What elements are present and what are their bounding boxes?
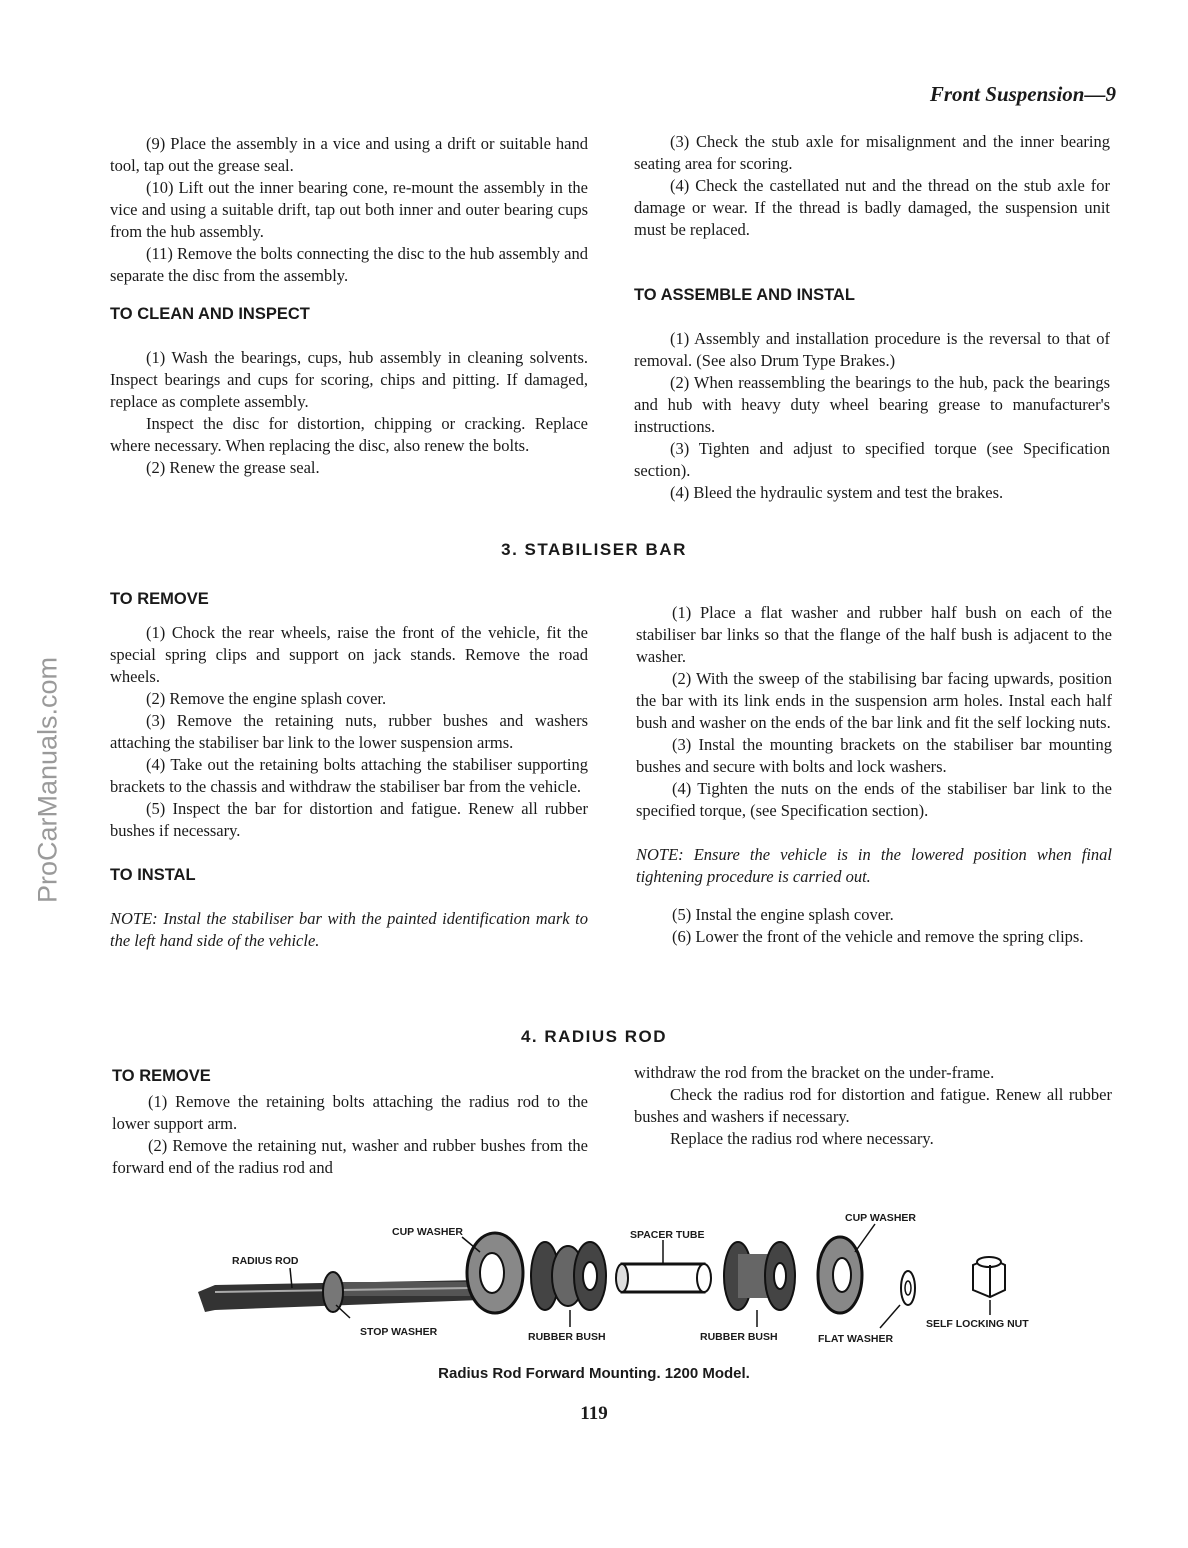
cup-washer-part [818, 1237, 862, 1313]
paragraph: (3) Check the stub axle for misalignment and the inner bearing seating area for scoring. [634, 132, 1110, 173]
stop-washer-part [323, 1272, 343, 1312]
paragraph: (2) Renew the grease seal. [146, 458, 320, 477]
label-radius-rod: RADIUS ROD [232, 1255, 299, 1267]
flat-washer-part [901, 1271, 915, 1305]
paragraph: (5) Inspect the bar for distortion and fatigue. Renew all rubber bushes if necessary. [110, 799, 588, 840]
note-paragraph: NOTE: Instal the stabiliser bar with the painted identification mark to the left hand side of the vehicle. [110, 909, 588, 950]
rubber-bush-part [724, 1242, 795, 1310]
page-number: 119 [580, 1403, 608, 1424]
cup-washer-part [467, 1233, 523, 1313]
paragraph: (1) Place a flat washer and rubber half bush on each of the stabiliser bar links so that the flange of the half bush is adjacent to the washer. [636, 603, 1112, 666]
paragraph: (9) Place the assembly in a vice and using a drift or suitable hand tool, tap out the grease seal. [110, 134, 588, 175]
note-paragraph: NOTE: Ensure the vehicle is in the lowered position when final tightening procedure is carried out. [636, 845, 1112, 886]
paragraph: (4) Tighten the nuts on the ends of the stabiliser bar link to the specified torque, (see Specification section). [636, 779, 1112, 820]
section-title-radius-rod: 4. RADIUS ROD [520, 1027, 668, 1046]
paragraph: (11) Remove the bolts connecting the disc to the hub assembly and separate the disc from the assembly. [110, 244, 588, 285]
paragraph: (3) Remove the retaining nuts, rubber bushes and washers attaching the stabiliser bar link to the lower suspension arms. [110, 711, 588, 752]
paragraph: (4) Check the castellated nut and the thread on the stub axle for damage or wear. If the thread is badly damaged, the suspension unit must be replaced. [634, 176, 1110, 239]
figure-caption: Radius Rod Forward Mounting. 1200 Model. [438, 1365, 750, 1382]
label-rubber-bush: RUBBER BUSH [700, 1331, 778, 1343]
spacer-tube-part [616, 1264, 711, 1292]
self-locking-nut-part [973, 1257, 1005, 1297]
paragraph: Replace the radius rod where necessary. [670, 1129, 934, 1148]
paragraph: Inspect the disc for distortion, chipping or cracking. Replace where necessary. When replacing the disc, also renew the bolts. [110, 414, 588, 455]
paragraph: (5) Instal the engine splash cover. [672, 905, 894, 924]
stabiliser-right-column [636, 602, 1112, 948]
stabiliser-left-column [110, 588, 588, 952]
radius-rod-right-column [634, 1062, 1112, 1150]
top-left-column [110, 133, 588, 479]
watermark: ProCarManuals.com [32, 656, 63, 904]
paragraph: withdraw the rod from the bracket on the under-frame. [634, 1063, 995, 1082]
section-heading: TO ASSEMBLE AND INSTAL [634, 286, 855, 304]
label-spacer-tube: SPACER TUBE [630, 1229, 705, 1241]
label-rubber-bush: RUBBER BUSH [528, 1331, 606, 1343]
radius-rod-left-column [112, 1065, 588, 1179]
paragraph: (1) Chock the rear wheels, raise the front of the vehicle, fit the special spring clips and support on jack stands. Remove the road wheels. [110, 623, 588, 686]
label-cup-washer: CUP WASHER [845, 1212, 916, 1224]
paragraph: (4) Bleed the hydraulic system and test the brakes. [670, 483, 1004, 502]
paragraph: (1) Remove the retaining bolts attaching the radius rod to the lower support arm. [112, 1092, 588, 1133]
section-heading: TO REMOVE [112, 1067, 211, 1085]
label-self-locking-nut: SELF LOCKING NUT [926, 1318, 1029, 1330]
section-heading: TO CLEAN AND INSPECT [110, 305, 310, 323]
paragraph: (3) Tighten and adjust to specified torque (see Specification section). [634, 439, 1110, 480]
section-heading: TO REMOVE [110, 590, 209, 608]
label-flat-washer: FLAT WASHER [818, 1333, 894, 1345]
paragraph: (3) Instal the mounting brackets on the stabiliser bar mounting bushes and secure with bolts and lock washers. [636, 735, 1112, 776]
section-title-stabiliser-bar: 3. STABILISER BAR [501, 540, 687, 559]
paragraph: (6) Lower the front of the vehicle and remove the spring clips. [672, 927, 1084, 946]
paragraph: (2) Remove the retaining nut, washer and rubber bushes from the forward end of the radius rod and [112, 1136, 588, 1177]
rubber-bush-part [531, 1242, 606, 1310]
page-header: Front Suspension—9 [929, 82, 1116, 106]
paragraph: (2) When reassembling the bearings to the hub, pack the bearings and hub with heavy duty wheel bearing grease to manufacturer's instructions. [634, 373, 1110, 436]
label-cup-washer: CUP WASHER [392, 1226, 463, 1238]
paragraph: (2) With the sweep of the stabilising bar facing upwards, position the bar with its link ends in the suspension arm holes. Instal each half bush and washer on the ends of the bar link and fit the self locking nuts. [636, 669, 1112, 732]
paragraph: (10) Lift out the inner bearing cone, re-mount the assembly in the vice and using a suitable drift, tap out both inner and outer bearing cups from the hub assembly. [110, 178, 588, 241]
paragraph: (4) Take out the retaining bolts attaching the stabiliser supporting brackets to the chassis and withdraw the stabiliser bar from the vehicle. [110, 755, 588, 796]
top-right-column [634, 131, 1110, 504]
paragraph: Check the radius rod for distortion and fatigue. Renew all rubber bushes and washers if necessary. [634, 1085, 1112, 1126]
paragraph: (1) Assembly and installation procedure is the reversal to that of removal. (See also Drum Type Brakes.) [634, 329, 1110, 370]
section-heading: TO INSTAL [110, 866, 196, 884]
label-stop-washer: STOP WASHER [360, 1326, 438, 1338]
paragraph: (2) Remove the engine splash cover. [146, 689, 387, 708]
paragraph: (1) Wash the bearings, cups, hub assembly in cleaning solvents. Inspect bearings and cups for scoring, chips and pitting. If damaged, replace as complete assembly. [110, 348, 588, 411]
